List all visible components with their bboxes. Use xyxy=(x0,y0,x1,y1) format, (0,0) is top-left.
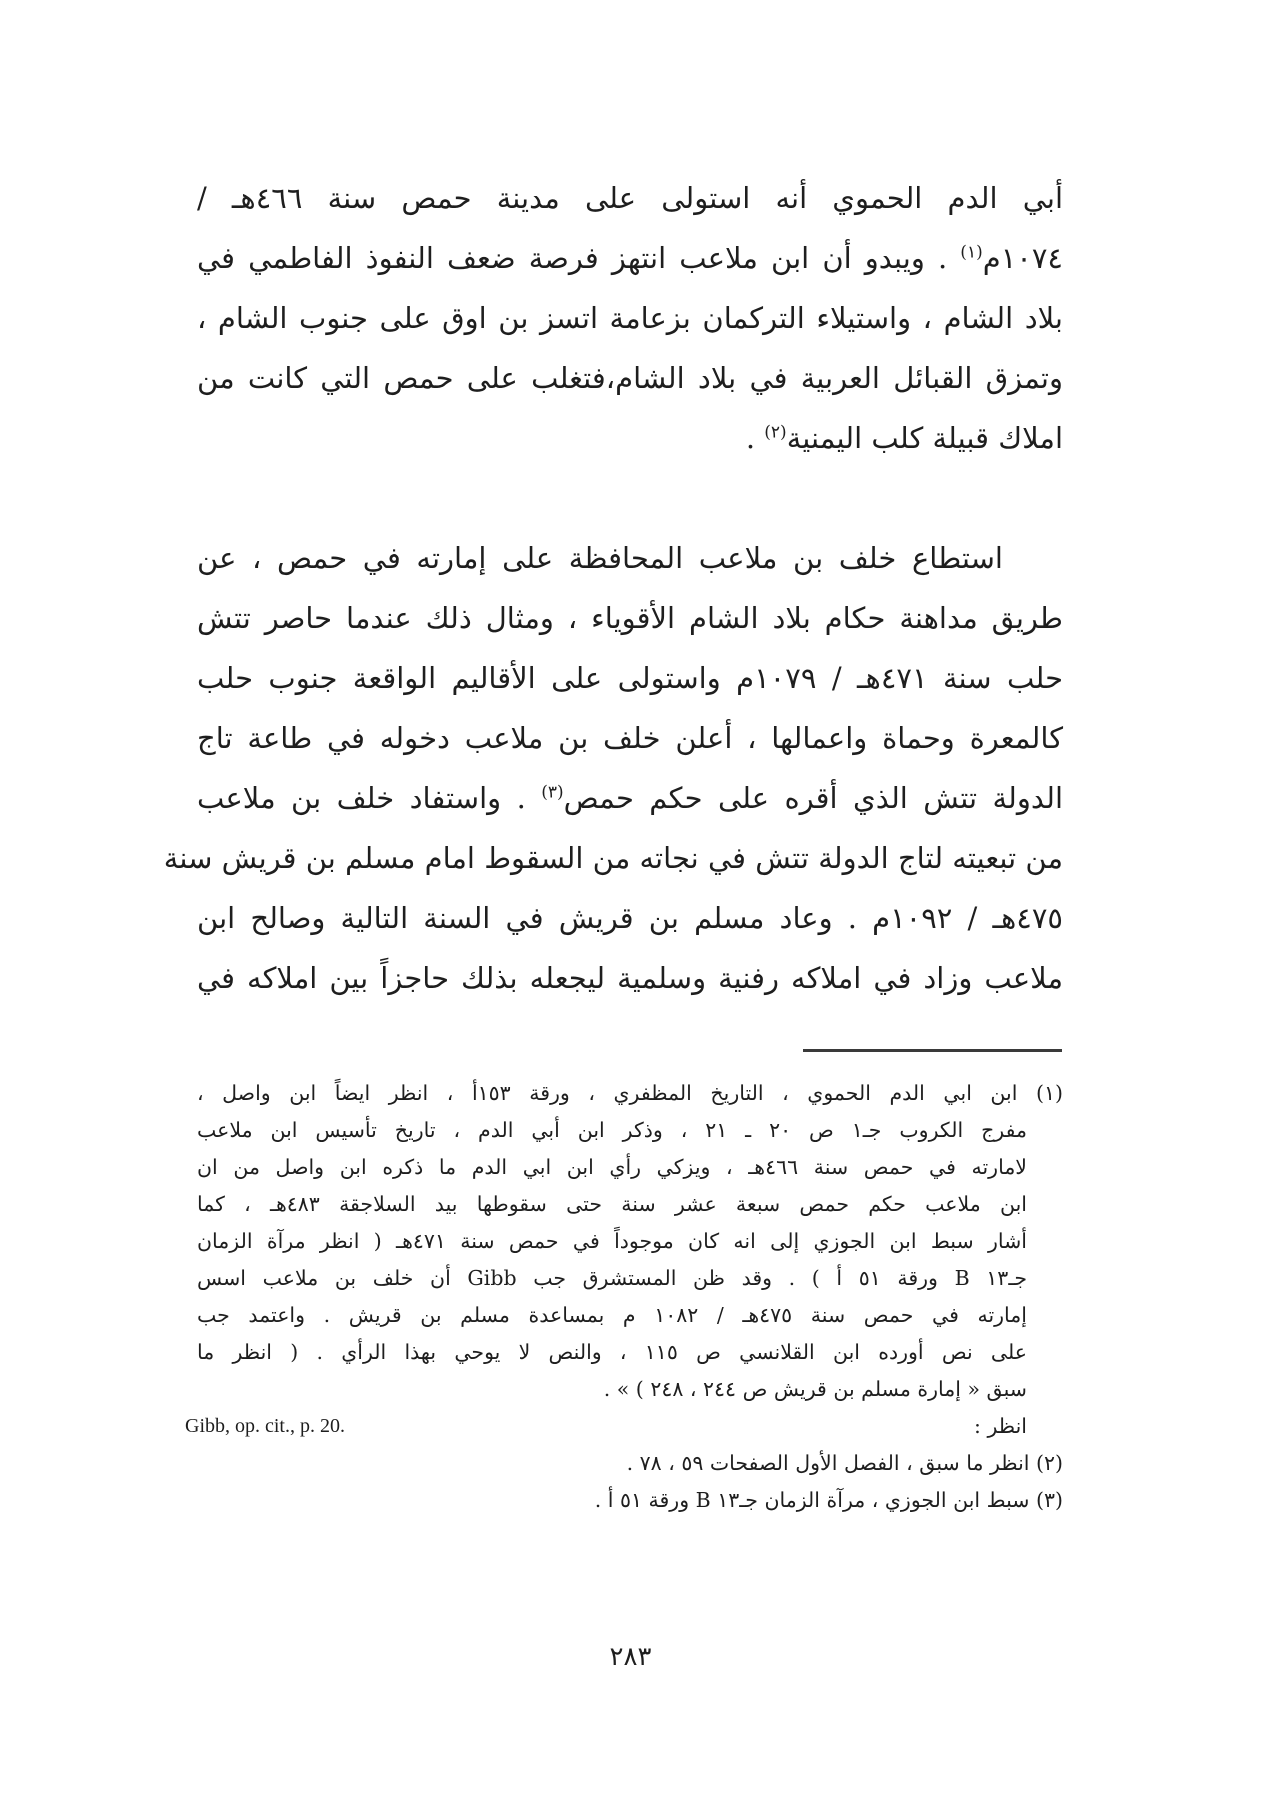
body-line: كالمعرة وحماة واعمالها ، أعلن خلف بن ملاعب دخوله في طاعة تاج xyxy=(197,721,1063,755)
footnote-separator xyxy=(803,1049,1062,1052)
footnote-ref-1[interactable]: (١) xyxy=(960,242,983,263)
see-label: انظر : xyxy=(974,1414,1027,1438)
footnote-1-line: (١) ابن ابي الدم الحموي ، التاريخ المظفري ، ورقة ١٥٣أ ، انظر ايضاً ابن واصل ، xyxy=(197,1081,1063,1105)
body-line xyxy=(197,228,1063,288)
footnote-1-line: سبق « إمارة مسلم بن قريش ص ٢٤٤ ، ٢٤٨ ) » . xyxy=(603,1377,1027,1401)
paragraph-2 xyxy=(163,528,1064,1008)
body-line: من تبعيته لتاج الدولة تتش في نجاته من السقوط امام مسلم بن قريش سنة xyxy=(163,841,1063,875)
footnote-1-line: ابن ملاعب حكم حمص سبعة عشر سنة حتى سقوطها بيد السلاجقة ٤٨٣هـ ، كما xyxy=(197,1192,1027,1216)
footnote-3: (٣) سبط ابن الجوزي ، مرآة الزمان جـ١٣ B ورقة ٥١ أ . xyxy=(594,1488,1063,1512)
body-line: طريق مداهنة حكام بلاد الشام الأقوياء ، ومثال ذلك عندما حاصر تتش xyxy=(197,601,1063,635)
body-line-text: الدولة تتش الذي أقره على حكم حمص xyxy=(563,781,1064,815)
footnote-ref-3[interactable]: (٣) xyxy=(541,782,564,803)
footnote-1-line: جـ١٣ B ورقة ٥١ أ ) . وقد ظن المستشرق جب Gibb أن خلف بن ملاعب اسس xyxy=(197,1266,1027,1290)
body-line-text: املاك قبيلة كلب اليمنية xyxy=(786,421,1063,455)
body-line-text: . xyxy=(745,421,756,455)
body-line: بلاد الشام ، واستيلاء التركمان بزعامة اتسز بن اوق على جنوب الشام ، xyxy=(197,301,1063,335)
footnote-1-line: لامارته في حمص سنة ٤٦٦هـ ، ويزكي رأي ابن ابي الدم ما ذكره ابن واصل من ان xyxy=(197,1155,1027,1179)
body-line: ٤٧٥هـ / ١٠٩٢م . وعاد مسلم بن قريش في السنة التالية وصالح ابن xyxy=(197,901,1063,935)
footnotes xyxy=(185,1075,1063,1519)
body-line: وتمزق القبائل العربية في بلاد الشام،فتغلب على حمص التي كانت من xyxy=(197,361,1063,395)
footnote-1-reference xyxy=(185,1408,1063,1445)
footnote-ref-2[interactable]: (٢) xyxy=(764,422,787,443)
body-line-text: . ويبدو أن ابن ملاعب انتهز فرصة ضعف النفوذ الفاطمي في xyxy=(197,241,948,275)
body-line-text: . واستفاد خلف بن ملاعب xyxy=(197,781,526,815)
body-line xyxy=(197,768,1063,828)
footnote-1-line: على نص أورده ابن القلانسي ص ١١٥ ، والنص لا يوحي بهذا الرأي . ( انظر ما xyxy=(197,1340,1027,1364)
body-line: ملاعب وزاد في املاكه رفنية وسلمية ليجعله بذلك حاجزاً بين املاكه في xyxy=(197,961,1063,995)
latin-citation: Gibb, op. cit., p. 20. xyxy=(185,1415,345,1437)
body-line: استطاع خلف بن ملاعب المحافظة على إمارته في حمص ، عن xyxy=(197,541,1003,575)
footnote-1-line: مفرج الكروب جـ١ ص ٢٠ ـ ٢١ ، وذكر ابن أبي الدم ، تاريخ تأسيس ابن ملاعب xyxy=(197,1118,1027,1142)
paragraph-1 xyxy=(197,168,1063,468)
year-text: ١٠٧٤م xyxy=(982,241,1063,275)
body-line xyxy=(197,408,1063,468)
page-number: ٢٨٣ xyxy=(609,1642,652,1672)
footnote-1-line: إمارته في حمص سنة ٤٧٥هـ / ١٠٨٢ م بمساعدة مسلم بن قريش . واعتمد جب xyxy=(197,1303,1027,1327)
footnote-1-line: أشار سبط ابن الجوزي إلى انه كان موجوداً في حمص سنة ٤٧١هـ ( انظر مرآة الزمان xyxy=(197,1229,1027,1253)
body-line: أبي الدم الحموي أنه استولى على مدينة حمص سنة ٤٦٦هـ / xyxy=(197,181,1064,215)
footnote-2: (٢) انظر ما سبق ، الفصل الأول الصفحات ٥٩ ، ٧٨ . xyxy=(626,1451,1063,1475)
body-line: حلب سنة ٤٧١هـ / ١٠٧٩م واستولى على الأقاليم الواقعة جنوب حلب xyxy=(197,661,1063,695)
